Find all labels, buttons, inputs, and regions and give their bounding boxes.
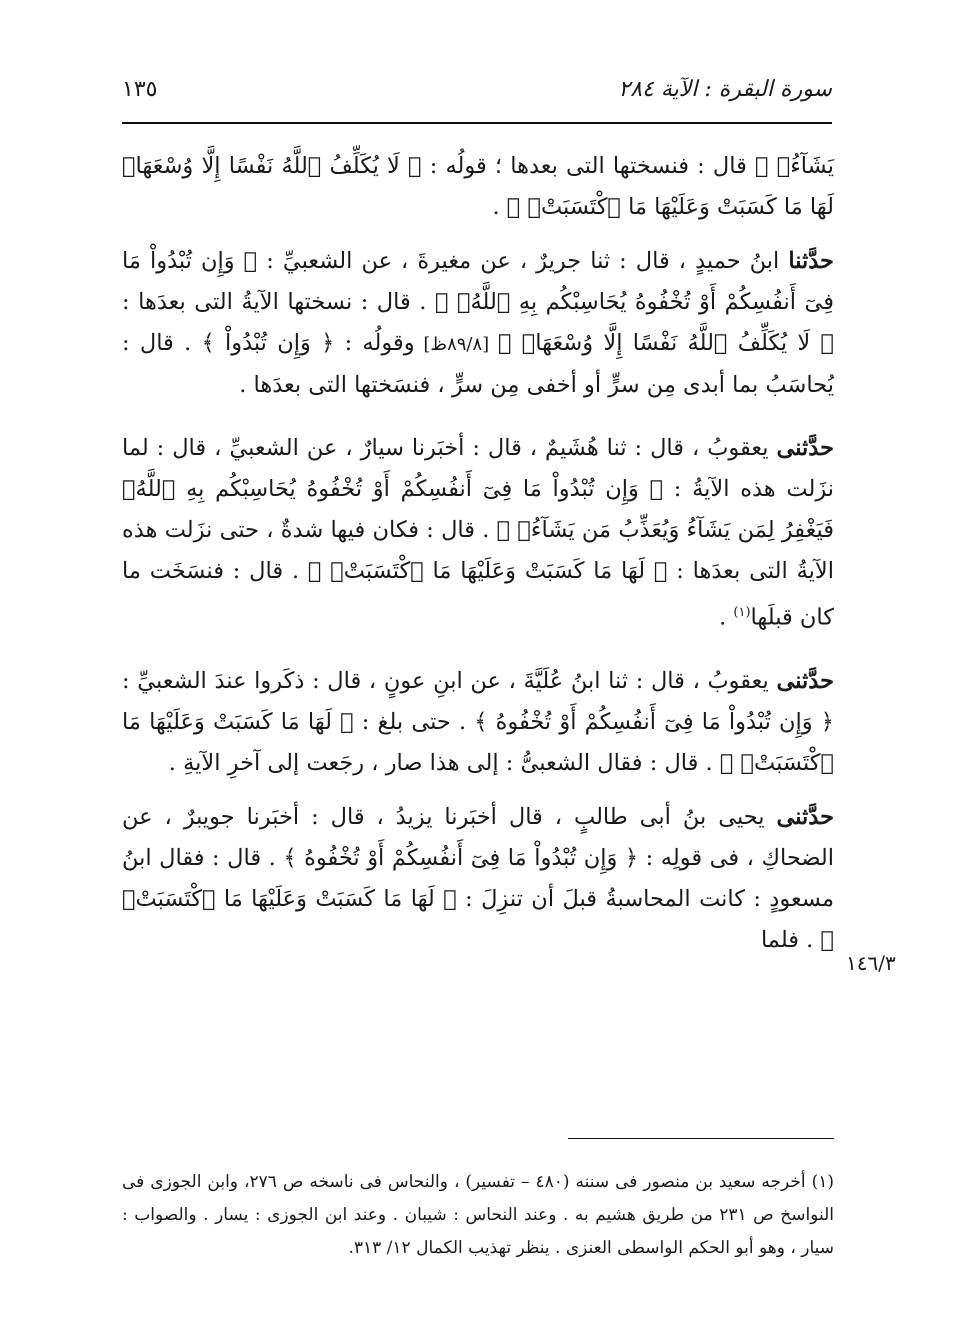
paragraph: [122, 146, 834, 228]
quran-quote: ﴿ وَإِن تُبْدُواْ مَا فِىٓ أَنفُسِكُمْ أَوْ تُخْفُوهُ يُحَاسِبْكُم بِهِ ٱللَّهُۖ ﴾: [122, 248, 834, 315]
quran-quote: ﴿ لَهَا مَا كَسَبَتْ وَعَلَيْهَا مَا ٱكْتَسَبَتْۗ ﴾: [307, 558, 668, 584]
footnote-marker[interactable]: (١): [733, 605, 751, 620]
isnad-lead: حدَّثنى: [776, 435, 834, 461]
running-title: سورة البقرة : الآية ٢٨٤: [618, 77, 832, 102]
text-run: . قال : فنسَخَت ما كان قبلَها: [122, 558, 834, 631]
page-header: [122, 72, 832, 108]
text-run: ابنُ حميدٍ ، قال : ثنا جريرٌ ، عن مغيرةَ ، عن الشعبيِّ :: [257, 248, 789, 274]
text-run: .: [719, 604, 734, 631]
text-run: . قال : نسختها الآيةُ التى بعدَها :: [122, 289, 435, 315]
footnote: (١) أخرجه سعيد بن منصور فى سننه (٤٨٠ – تفسير) ، والنحاس فى ناسخه ص ٢٧٦، وابن الجوزى فى النواسخ ص ٢٣١ من طريق هشيم به . وعند النحاس : شيبان . وعند ابن الجوزى : يسار . والصواب : سيار ، وهو أبو الحكم الواسطى العنزى . ينظر تهذيب الكمال ١٢/ ٣١٣.: [122, 1172, 834, 1258]
isnad-lead: حدَّثنا: [788, 248, 834, 274]
isnad-lead: حدَّثنى: [776, 667, 834, 694]
manuscript-ref: [٨٩/٨ظ]: [414, 334, 499, 355]
text-run: . قال : فقال ابنُ مسعودٍ : كانت المحاسبةُ قبلَ أن تنزِلَ :: [122, 844, 834, 912]
paragraph: [122, 241, 834, 406]
quran-quote: ﴿ لَهَا مَا كَسَبَتْ وَعَلَيْهَا مَا ٱكْتَسَبَتْۗ ﴾: [122, 708, 834, 776]
text-run: . فلما: [760, 926, 821, 953]
text-run: .: [492, 194, 507, 220]
quran-quote: يَشَآءُۗ ﴾: [755, 153, 834, 179]
quran-quote: ﴿ لَا يُكَلِّفُ ٱللَّهُ نَفْسًا إِلَّا وُسْعَهَاۚ لَهَا مَا كَسَبَتْ وَعَلَيْهَا مَا ٱكْتَسَبَتْۗ ﴾: [122, 153, 834, 220]
text-run: . قال : فقال الشعبىُّ : إلى هذا صار ، رجَعت إلى آخرِ الآيةِ .: [168, 749, 720, 776]
text-run: يعقوبُ ، قال : ثنا هُشَيمٌ ، قال : أخبَرنا سيارٌ ، عن الشعبيِّ ، قال : لما نزَلت هذه الآيةُ :: [122, 435, 834, 502]
margin-reference: ١٤٦/٣: [846, 951, 896, 975]
text-run: وقولُه :: [334, 330, 415, 356]
text-run: . قال : فكان فيها شدةٌ ، حتى نزَلت هذه الآيةُ التى بعدَها :: [122, 517, 834, 584]
paragraph: [122, 661, 834, 784]
header-rule: [122, 122, 832, 124]
page-number: ١٣٥: [122, 77, 158, 102]
quran-quote: ﴿ لَهَا مَا كَسَبَتْ وَعَلَيْهَا مَا ٱكْتَسَبَتْۗ ﴾: [122, 885, 834, 953]
quran-quote: ﴿ لَا يُكَلِّفُ ٱللَّهُ نَفْسًا إِلَّا وُسْعَهَاۚ ﴾: [498, 330, 834, 356]
paragraph: [122, 428, 834, 639]
quran-quote: ﴿ وَإِن تُبْدُواْ مَا فِىٓ أَنفُسِكُمْ أَوْ تُخْفُوهُ ﴾: [283, 844, 639, 871]
quran-quote: ﴿ وَإِن تُبْدُواْ مَا فِىٓ أَنفُسِكُمْ أَوْ تُخْفُوهُ ﴾: [474, 708, 834, 735]
text-run: قال : فنسختها التى بعدها ؛ قولُه :: [421, 153, 756, 179]
footnote-rule: [568, 1138, 834, 1139]
quran-quote: ﴿ وَإِن تُبْدُواْ مَا فِىٓ أَنفُسِكُمْ أَوْ تُخْفُوهُ يُحَاسِبْكُم بِهِ ٱللَّهُۖ فَيَغْفِرُ لِمَن يَشَآءُ وَيُعَذِّبُ مَن يَشَآءُۗ ﴾: [122, 476, 834, 543]
quran-quote: ﴿ وَإِن تُبْدُواْ ﴾: [201, 330, 335, 356]
text-run: . حتى بلغ :: [353, 708, 475, 735]
main-text: [122, 146, 834, 983]
text-run: يعقوبُ ، قال : ثنا ابنُ عُلَيَّةَ ، عن ابنِ عونٍ ، قال : ذكَروا عندَ الشعبيِّ :: [122, 667, 777, 694]
isnad-lead: حدَّثنى: [776, 803, 834, 830]
text-run: يحيى بنُ أبى طالبٍ ، قال أخبَرنا يزيدُ ، قال : أخبَرنا جويبرٌ ، عن الضحاكِ ، فى قولِه :: [122, 803, 835, 871]
text-run: . قال : يُحاسَبُ بما أبدى مِن سرٍّ أو أخفى مِن سرٍّ ، فنسَختها التى بعدَها .: [122, 330, 834, 398]
paragraph: [122, 797, 834, 961]
